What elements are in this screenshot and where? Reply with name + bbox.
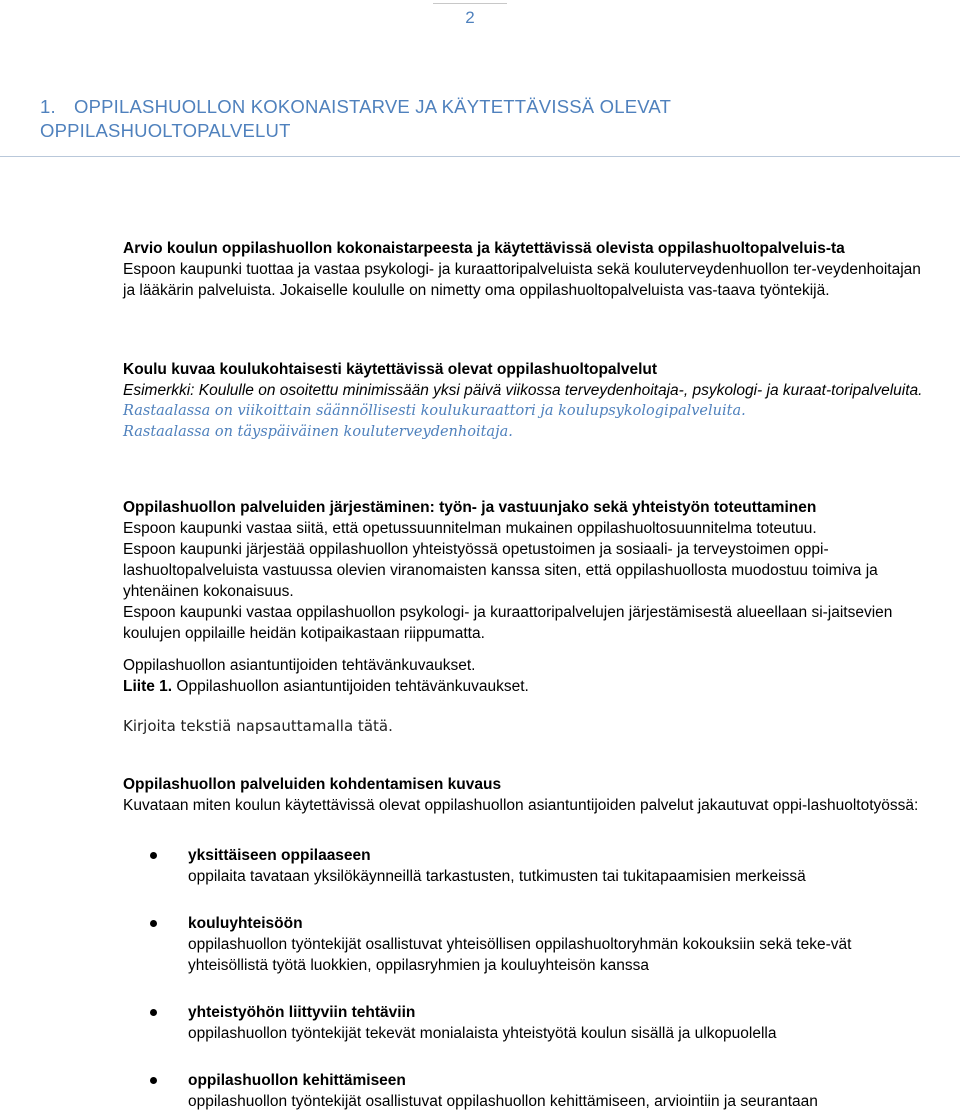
bullet-icon	[150, 1077, 157, 1084]
body-text: Espoon kaupunki vastaa siitä, että opetussuunnitelman mukainen oppilashuoltosuunnitelma toteutuu.	[123, 520, 817, 537]
list-item	[150, 1002, 930, 1044]
bullet-icon	[150, 920, 157, 927]
heading-rule	[0, 156, 960, 157]
heading-line-1: OPPILASHUOLLON KOKONAISTARVE JA KÄYTETTÄVISSÄ OLEVAT	[74, 96, 672, 117]
list-item	[150, 1070, 930, 1112]
list-item-text: oppilaita tavataan yksilökäynneillä tarkastusten, tutkimusten tai tukitapaamisien merkeissä	[188, 868, 806, 885]
section-school-services	[123, 359, 933, 443]
list-item-title: yksittäiseen oppilaaseen	[188, 847, 371, 864]
list-item	[150, 913, 930, 976]
body-text: Espoon kaupunki järjestää oppilashuollon yhteistyössä opetustoimen ja sosiaali- ja terveystoimen oppi-lashuoltopalveluista vastuussa olevien viranomaisten kanssa siten, että oppilashuollosta muodostuu toimiva ja yhtenäinen kokonaisuus.	[123, 541, 878, 600]
section-title: Koulu kuvaa koulukohtaisesti käytettävissä olevat oppilashuoltopalvelut	[123, 361, 658, 378]
list-item-text: oppilashuollon työntekijät tekevät monialaista yhteistyötä koulun sisällä ja ulkopuolella	[188, 1025, 777, 1042]
list-item-title: kouluyhteisöön	[188, 915, 303, 932]
allocation-list	[150, 845, 930, 1112]
section-job-descriptions	[123, 655, 933, 697]
list-item-text: oppilashuollon työntekijät osallistuvat yhteisöllisen oppilashuoltoryhmän kokouksiin sekä teke-vät yhteisöllistä työtä luokkien, oppilasryhmien ja kouluyhteisön kanssa	[188, 936, 852, 974]
appendix-text: Oppilashuollon asiantuntijoiden tehtävänkuvaukset.	[172, 678, 529, 695]
heading-line-2: OPPILASHUOLTOPALVELUT	[40, 120, 291, 141]
example-text: Esimerkki: Koululle on osoitettu minimissään yksi päivä viikossa terveydenhoitaja-, psykologi- ja kuraat-toripalveluita.	[123, 382, 923, 399]
section-title: Oppilashuollon palveluiden järjestäminen: työn- ja vastuunjako sekä yhteistyön toteuttaminen	[123, 499, 817, 516]
bullet-icon	[150, 1009, 157, 1016]
body-text: Kuvataan miten koulun käytettävissä olevat oppilashuollon asiantuntijoiden palvelut jakautuvat oppi-lashuoltotyössä:	[123, 797, 919, 814]
header-rule	[433, 3, 507, 4]
chapter-heading	[40, 95, 940, 143]
heading-number: 1.	[40, 96, 56, 117]
list-item-title: yhteistyöhön liittyviin tehtäviin	[188, 1004, 416, 1021]
list-item-title: oppilashuollon kehittämiseen	[188, 1072, 406, 1089]
bullet-icon	[150, 852, 157, 859]
section-allocation	[123, 774, 933, 816]
list-item-text: oppilashuollon työntekijät osallistuvat oppilashuollon kehittämiseen, arviointiin ja seurantaan	[188, 1093, 818, 1110]
appendix-label: Liite 1.	[123, 678, 173, 695]
school-note[interactable]: Rastaalassa on viikoittain säännöllisesti koulukuraattori ja koulupsykologipalveluita.	[123, 403, 746, 419]
text-placeholder[interactable]: Kirjoita tekstiä napsauttamalla tätä.	[123, 717, 393, 735]
page-number: 2	[465, 8, 475, 27]
section-assessment	[123, 238, 933, 301]
body-text: Jokaiselle koululle on nimetty oma oppilashuoltopalveluista vas-taava työntekijä.	[279, 282, 830, 299]
section-title: Arvio koulun oppilashuollon kokonaistarpeesta ja käytettävissä olevista oppilashuoltopalveluis-ta	[123, 240, 845, 257]
body-text: Oppilashuollon asiantuntijoiden tehtävänkuvaukset.	[123, 657, 476, 674]
body-text: Espoon kaupunki vastaa oppilashuollon psykologi- ja kuraattoripalvelujen järjestämisestä alueellaan si-jaitsevien koulujen oppilaille heidän kotipaikastaan riippumatta.	[123, 604, 893, 642]
section-organization	[123, 497, 933, 644]
section-title: Oppilashuollon palveluiden kohdentamisen kuvaus	[123, 776, 502, 793]
school-note[interactable]: Rastaalassa on täyspäiväinen kouluterveydenhoitaja.	[123, 424, 513, 440]
list-item	[150, 845, 930, 887]
body-text: Espoon kaupunki tuottaa ja vastaa psykologi- ja kuraattoripalveluista sekä kouluterveydenhuollon ter-veydenhoitajan ja lääkärin palveluista.	[123, 261, 921, 299]
